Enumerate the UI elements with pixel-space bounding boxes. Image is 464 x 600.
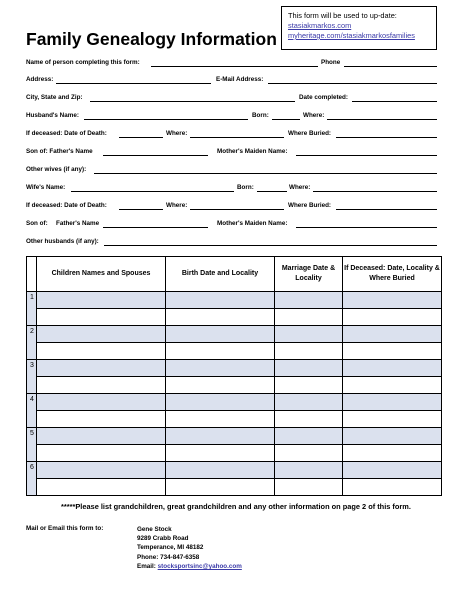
- table-cell[interactable]: [343, 445, 442, 462]
- table-cell[interactable]: [37, 309, 166, 326]
- other-wives-label: Other wives (if any):: [26, 166, 87, 173]
- husband-father-name-field[interactable]: [103, 155, 208, 156]
- contact-name: Gene Stock: [137, 526, 172, 533]
- page-title: Family Genealogy Information: [26, 29, 277, 49]
- wife-where-field[interactable]: [313, 191, 437, 192]
- table-header-deceased: If Deceased: Date, Locality & Where Buried: [343, 257, 442, 292]
- row-number: 4: [27, 394, 37, 428]
- wifes-name-label: Wife's Name:: [26, 184, 66, 191]
- email-field[interactable]: [268, 83, 437, 84]
- date-completed-label: Date completed:: [299, 94, 348, 101]
- table-cell[interactable]: [275, 479, 343, 496]
- row-number: 2: [27, 326, 37, 360]
- update-notice-text: This form will be used to up-date:: [288, 11, 397, 20]
- table-cell[interactable]: [275, 377, 343, 394]
- table-row: [27, 309, 442, 326]
- table-cell[interactable]: [166, 326, 275, 343]
- table-cell[interactable]: [37, 326, 166, 343]
- wife-where-label: Where:: [289, 184, 311, 191]
- table-cell[interactable]: [166, 479, 275, 496]
- husband-death-date-label: If deceased: Date of Death:: [26, 130, 107, 137]
- other-wives-field[interactable]: [94, 173, 437, 174]
- table-cell[interactable]: [37, 462, 166, 479]
- table-cell[interactable]: [343, 326, 442, 343]
- table-cell[interactable]: [275, 428, 343, 445]
- husband-death-where-label: Where:: [166, 130, 188, 137]
- wife-mother-maiden-field[interactable]: [296, 227, 437, 228]
- contact-city: Temperance, MI 48182: [137, 544, 204, 552]
- wife-fathers-name-label: Father's Name: [56, 220, 100, 227]
- husbands-name-field[interactable]: [84, 119, 248, 120]
- children-table: [26, 256, 442, 496]
- table-row: [27, 360, 442, 377]
- table-row: [27, 411, 442, 428]
- wife-buried-label: Where Buried:: [288, 202, 332, 209]
- husband-death-where-field[interactable]: [190, 137, 284, 138]
- phone-label: Phone: [321, 59, 341, 66]
- footnote: *****Please list grandchildren, great grandchildren and any other information on page 2 of this form.: [61, 502, 411, 511]
- husband-buried-field[interactable]: [336, 137, 437, 138]
- table-row: [27, 479, 442, 496]
- update-notice-box: [281, 6, 437, 50]
- email-label: E-Mail Address:: [216, 76, 264, 83]
- contact-email-line: [137, 562, 242, 571]
- husband-where-field[interactable]: [327, 119, 437, 120]
- table-row: [27, 428, 442, 445]
- table-cell[interactable]: [166, 360, 275, 377]
- table-cell[interactable]: [275, 343, 343, 360]
- husband-born-field[interactable]: [272, 119, 300, 120]
- table-cell[interactable]: [343, 462, 442, 479]
- row-number: 6: [27, 462, 37, 496]
- table-cell[interactable]: [37, 428, 166, 445]
- wife-death-where-label: Where:: [166, 202, 188, 209]
- date-completed-field[interactable]: [352, 101, 437, 102]
- address-field[interactable]: [56, 83, 211, 84]
- table-cell[interactable]: [166, 462, 275, 479]
- table-row: [27, 394, 442, 411]
- contact-email-label: Email:: [137, 562, 158, 570]
- table-cell[interactable]: [343, 411, 442, 428]
- other-husbands-label: Other husbands (if any):: [26, 238, 99, 245]
- table-cell[interactable]: [37, 377, 166, 394]
- table-row: [27, 326, 442, 343]
- wifes-name-field[interactable]: [71, 191, 234, 192]
- row-number: 3: [27, 360, 37, 394]
- completer-name-label: Name of person completing this form:: [26, 59, 140, 66]
- table-row: [27, 343, 442, 360]
- husband-born-label: Born:: [252, 112, 269, 119]
- table-cell[interactable]: [166, 343, 275, 360]
- other-husbands-field[interactable]: [104, 245, 437, 246]
- table-cell[interactable]: [275, 394, 343, 411]
- wife-death-date-field[interactable]: [119, 209, 163, 210]
- wife-born-field[interactable]: [257, 191, 287, 192]
- table-cell[interactable]: [275, 326, 343, 343]
- table-row: [27, 462, 442, 479]
- wife-buried-field[interactable]: [336, 209, 437, 210]
- contact-street: 9289 Crabb Road: [137, 535, 189, 543]
- table-cell[interactable]: [343, 377, 442, 394]
- husband-death-date-field[interactable]: [119, 137, 163, 138]
- table-cell[interactable]: [166, 377, 275, 394]
- table-cell[interactable]: [166, 394, 275, 411]
- table-cell[interactable]: [343, 479, 442, 496]
- website-link-stasiakmarkos[interactable]: stasiakmarkos.com: [288, 21, 352, 30]
- table-cell[interactable]: [275, 462, 343, 479]
- table-cell[interactable]: [37, 343, 166, 360]
- city-state-zip-field[interactable]: [90, 101, 295, 102]
- table-row: [27, 292, 442, 309]
- phone-field[interactable]: [344, 66, 437, 67]
- wife-born-label: Born:: [237, 184, 254, 191]
- table-cell[interactable]: [166, 411, 275, 428]
- table-cell[interactable]: [275, 411, 343, 428]
- husband-mother-maiden-field[interactable]: [296, 155, 437, 156]
- completer-name-field[interactable]: [151, 66, 318, 67]
- table-header-birth: Birth Date and Locality: [166, 257, 275, 292]
- table-header-row: [27, 257, 442, 292]
- table-cell[interactable]: [37, 394, 166, 411]
- husband-buried-label: Where Buried:: [288, 130, 332, 137]
- table-cell[interactable]: [166, 428, 275, 445]
- table-cell[interactable]: [343, 343, 442, 360]
- son-of-label: Son of:: [26, 220, 48, 227]
- table-cell[interactable]: [343, 292, 442, 309]
- contact-phone: Phone: 734-847-6358: [137, 553, 200, 561]
- husband-mother-maiden-label: Mother's Maiden Name:: [217, 148, 288, 155]
- wife-death-where-field[interactable]: [190, 209, 284, 210]
- table-cell[interactable]: [37, 445, 166, 462]
- son-of-fathers-name-label: Son of: Father's Name: [26, 148, 93, 155]
- table-cell[interactable]: [37, 360, 166, 377]
- table-header-number: [27, 257, 37, 292]
- website-link-myheritage[interactable]: myheritage.com/stasiakmarkosfamilies: [288, 31, 415, 40]
- contact-email-link[interactable]: stocksportsinc@yahoo.com: [157, 562, 242, 570]
- table-cell[interactable]: [37, 292, 166, 309]
- table-row: [27, 377, 442, 394]
- table-cell[interactable]: [166, 309, 275, 326]
- table-cell[interactable]: [275, 309, 343, 326]
- table-cell[interactable]: [275, 360, 343, 377]
- table-row: [27, 445, 442, 462]
- table-cell[interactable]: [166, 292, 275, 309]
- table-cell[interactable]: [343, 360, 442, 377]
- city-state-zip-label: City, State and Zip:: [26, 94, 83, 101]
- husband-where-label: Where:: [303, 112, 325, 119]
- table-cell[interactable]: [37, 479, 166, 496]
- table-cell[interactable]: [37, 411, 166, 428]
- wife-mother-maiden-label: Mother's Maiden Name:: [217, 220, 288, 227]
- row-number: 5: [27, 428, 37, 462]
- table-cell[interactable]: [343, 428, 442, 445]
- table-cell[interactable]: [343, 309, 442, 326]
- wife-death-date-label: If deceased: Date of Death:: [26, 202, 107, 209]
- address-label: Address:: [26, 76, 54, 83]
- table-cell[interactable]: [275, 445, 343, 462]
- table-header-children: Children Names and Spouses: [37, 257, 166, 292]
- wife-father-name-field[interactable]: [103, 227, 208, 228]
- table-cell[interactable]: [343, 394, 442, 411]
- husbands-name-label: Husband's Name:: [26, 112, 79, 119]
- mailing-address: [137, 525, 242, 571]
- row-number: 1: [27, 292, 37, 326]
- table-header-marriage: Marriage Date & Locality: [275, 257, 343, 292]
- table-cell[interactable]: [166, 445, 275, 462]
- mail-to-label: Mail or Email this form to:: [26, 525, 104, 532]
- table-cell[interactable]: [275, 292, 343, 309]
